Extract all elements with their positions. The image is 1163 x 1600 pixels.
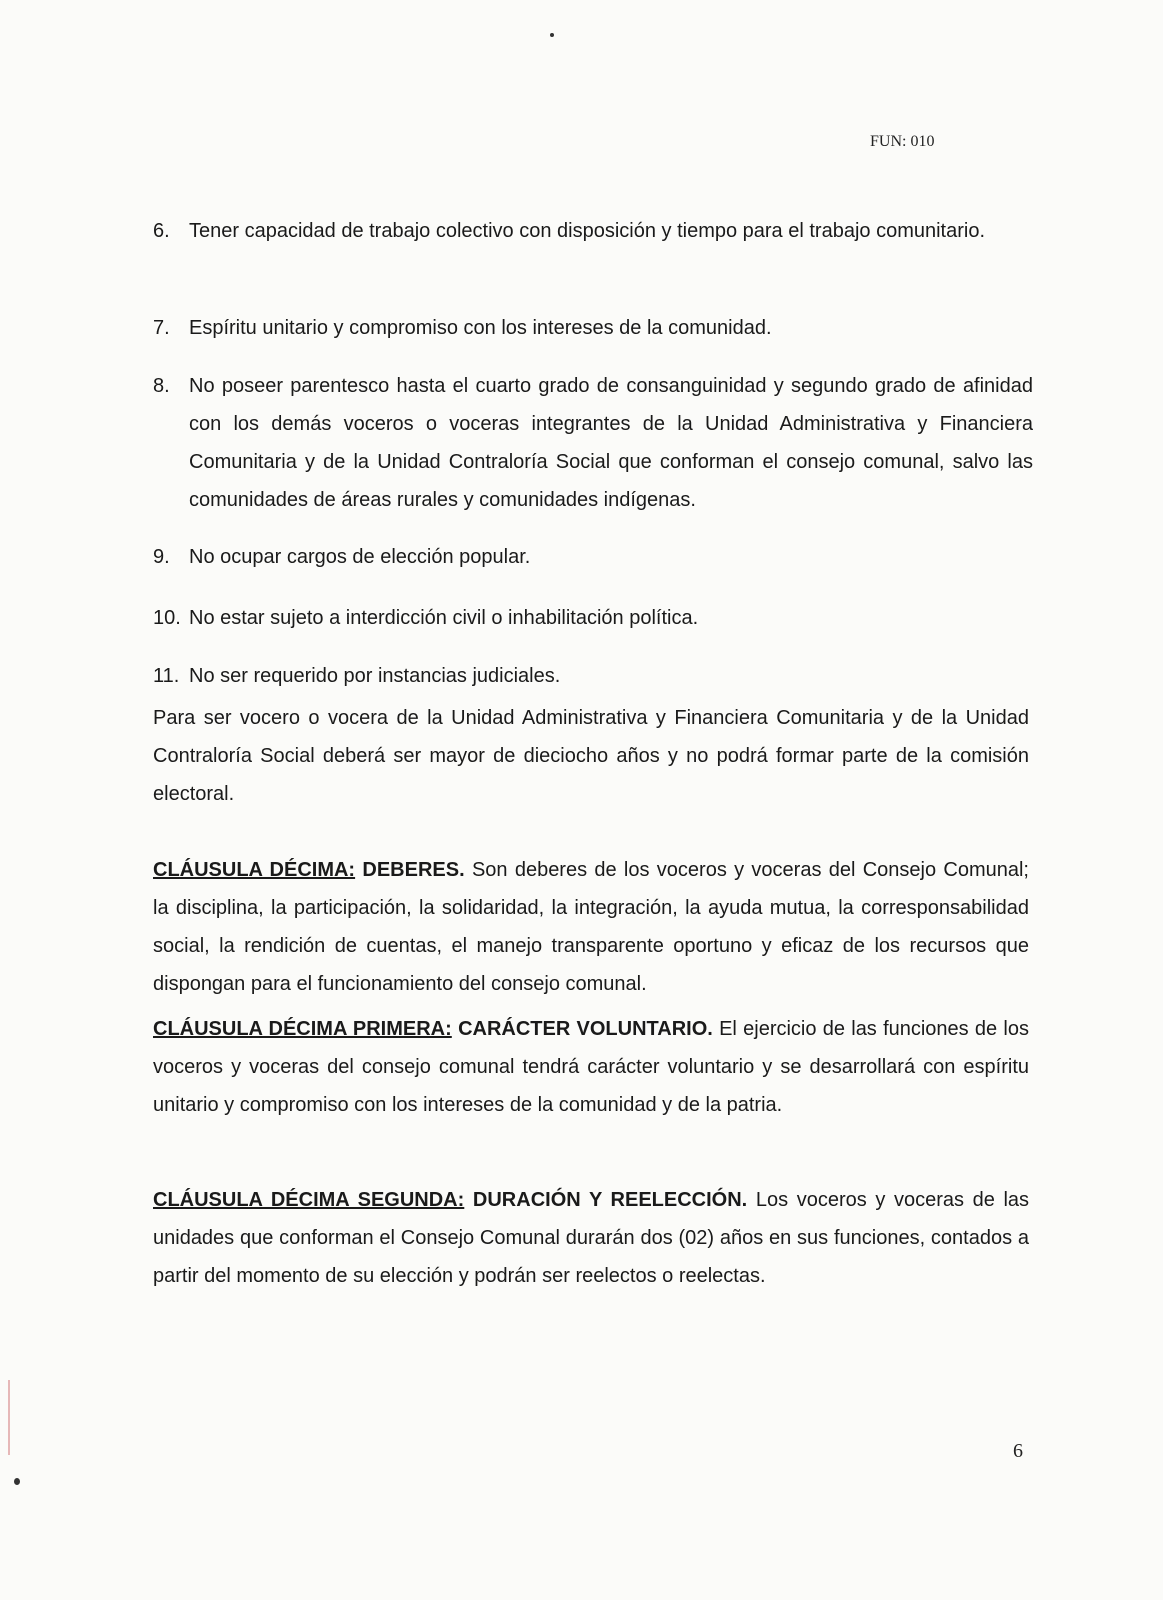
clause-paragraph <box>153 1010 1029 1124</box>
list-item-number: 8. <box>153 375 170 397</box>
list-item-text: No ocupar cargos de elección popular. <box>189 546 531 568</box>
list-item <box>153 212 1033 250</box>
clause-text: Los voceros y voceras de las unidades que conforman el Consejo Comunal durarán dos (02) años en sus funciones, contados a partir del momento de su elección y podrán ser reelectos o reelectas. <box>153 1189 1030 1287</box>
list-item <box>153 367 1033 519</box>
list-item-number: 10. <box>153 607 181 629</box>
list-item-number: 9. <box>153 546 170 568</box>
vocero-requirements-paragraph: Para ser vocero o vocera de la Unidad Administrativa y Financiera Comunitaria y de la Unidad Contraloría Social deberá ser mayor de dieciocho años y no podrá formar parte de la comisión electoral. <box>153 707 1029 805</box>
list-item-number: 6. <box>153 220 170 242</box>
scan-speck <box>14 1478 20 1485</box>
clause-text: Son deberes de los voceros y voceras del Consejo Comunal; la disciplina, la participación, la solidaridad, la integración, la ayuda mutua, la corresponsabilidad social, la rendición de cuentas, el manejo transparente oportuno y eficaz de los recursos que dispongan para el funcionamiento del consejo comunal. <box>153 859 1029 995</box>
list-item <box>153 309 1033 347</box>
list-item-text: No estar sujeto a interdicción civil o inhabilitación política. <box>189 607 699 629</box>
clause-title: CLÁUSULA DÉCIMA SEGUNDA: <box>153 1189 465 1211</box>
clause-paragraph <box>153 1181 1029 1295</box>
scan-edge-mark <box>8 1380 10 1455</box>
page-number: 6 <box>1013 1440 1023 1462</box>
list-item-text: Tener capacidad de trabajo colectivo con disposición y tiempo para el trabajo comunitario. <box>189 220 986 242</box>
scan-speck <box>550 33 554 37</box>
clause-heading: CARÁCTER VOLUNTARIO. <box>458 1018 713 1040</box>
list-item-text: Espíritu unitario y compromiso con los intereses de la comunidad. <box>189 317 772 339</box>
list-item-number: 11. <box>153 665 180 687</box>
clause-paragraph <box>153 851 1029 1003</box>
list-item <box>153 599 1033 637</box>
list-item-text: No poseer parentesco hasta el cuarto grado de consanguinidad y segundo grado de afinidad con los demás voceros o voceras integrantes de la Unidad Administrativa y Financiera Comunitaria y de la Unidad Contraloría Social que conforman el consejo comunal, salvo las comunidades de áreas rurales y comunidades indígenas. <box>189 375 1033 511</box>
clause-title: CLÁUSULA DÉCIMA: <box>153 859 356 881</box>
clause-text: El ejercicio de las funciones de los voceros y voceras del consejo comunal tendrá carácter voluntario y se desarrollará con espíritu unitario y compromiso con los intereses de la comunidad y de la patria. <box>153 1018 1030 1116</box>
document-code: FUN: 010 <box>870 133 935 150</box>
list-item-text: No ser requerido por instancias judiciales. <box>189 665 561 687</box>
clause-heading: DEBERES. <box>362 859 465 881</box>
clause-title: CLÁUSULA DÉCIMA PRIMERA: <box>153 1018 452 1040</box>
list-item <box>153 538 1033 576</box>
list-item <box>153 657 1033 695</box>
list-item-number: 7. <box>153 317 170 339</box>
clause-heading: DURACIÓN Y REELECCIÓN. <box>472 1189 748 1211</box>
